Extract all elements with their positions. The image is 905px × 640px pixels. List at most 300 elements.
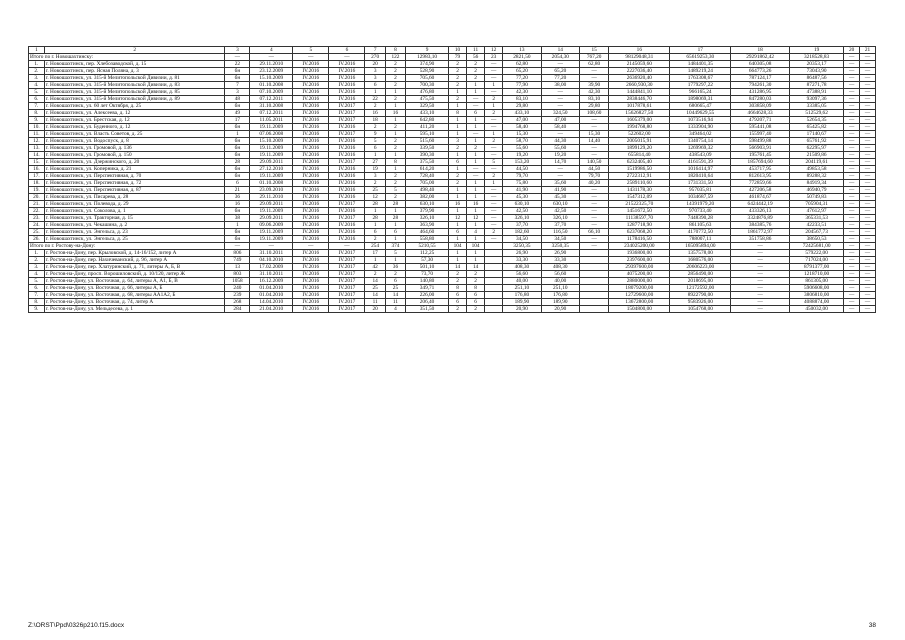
table-cell: 12172592,00 [670,285,731,292]
table-cell: 07.12.2011 [250,110,293,117]
table-cell: IV.2016 [293,278,329,285]
table-cell: — [844,250,860,257]
table-cell: 5. [29,89,45,96]
table-cell: 29.11.2010 [250,194,293,201]
table-row [29,159,876,166]
address-cell: г. Новошахтинск, ул. Водоспуск, д. 8 [44,138,225,145]
table-cell: 2 [449,306,467,313]
table-cell: 1 [449,250,467,257]
table-cell: 861305,00 [790,278,844,285]
table-cell: — [844,271,860,278]
table-cell: 93097,36 [790,96,844,103]
table-row [29,236,876,243]
table-cell: IV.2016 [329,124,365,131]
table-cell: 5 [365,138,385,145]
table-cell: 83,10 [503,96,541,103]
address-cell: г. Новошахтинск, ул. Дзержинского, д. 20 [44,159,225,166]
table-cell: 27 [365,159,385,166]
table-cell: 630,10 [541,201,579,208]
address-cell: г. Новошахтинск, ул. Власть Советов, д. 25 [44,131,225,138]
table-cell: 374,90 [406,61,449,68]
table-cell: — [731,243,790,250]
table-cell: 595,10 [406,131,449,138]
table-cell: 5 [485,159,503,166]
table-cell: 2 [385,124,405,131]
table-cell: 326,10 [406,215,449,222]
table-cell: 1 [449,236,467,243]
table-cell: 8 [449,285,467,292]
table-cell: 6 [385,229,405,236]
table-cell: 36 [225,194,250,201]
table-cell: 464,60 [406,229,449,236]
table-cell: 140,50 [579,159,608,166]
table-cell: — [860,152,876,159]
table-cell: 14 [467,264,485,271]
table-cell: 2 [385,82,405,89]
table-cell: 1333904,90 [670,124,731,131]
column-number: 15 [579,47,608,54]
table-cell: бн [225,68,250,75]
table-cell: — [844,180,860,187]
table-cell: бн [225,173,250,180]
table-row [29,271,876,278]
table-cell: — [731,278,790,285]
table-cell: 09.06.2009 [250,222,293,229]
table-cell: 13. [29,145,45,152]
table-cell: 528,90 [406,68,449,75]
table-cell: 19.11.2009 [250,208,293,215]
address-cell: г. Ростов-на-Дону, ул. Восточная, д. 64, литеры А, А1, Б, В [44,278,225,285]
table-cell: 6 [449,299,467,306]
file-path: Z:\ORST\Ppd\0326p210.f15.docx [28,622,125,629]
address-cell: г. Новошахтинск, ул. Тракторная, д. 15 [44,215,225,222]
table-cell: 49 [225,110,250,117]
table-cell: 2018695,00 [670,278,731,285]
table-cell: 522602,00 [609,131,670,138]
table-cell: — [844,117,860,124]
table-cell: — [844,257,860,264]
table-cell: 22. [29,208,45,215]
table-cell: 1 [467,138,485,145]
table-cell: — [844,103,860,110]
table-cell: 1 [385,257,405,264]
table-cell: 65425,82 [790,124,844,131]
table-cell: IV.2016 [329,152,365,159]
table-cell: 1680576,00 [670,257,731,264]
table-cell: — [293,243,329,250]
table-row [29,166,876,173]
table-cell: 47612,97 [790,208,844,215]
table-cell: — [844,236,860,243]
table-row [29,75,876,82]
table-cell: — [467,103,485,110]
table-row [29,257,876,264]
table-cell: 23 [485,54,503,61]
table-cell: 705,60 [406,75,449,82]
table-cell: IV.2016 [293,75,329,82]
table-cell: 20 [365,306,385,313]
table-cell: бн [225,152,250,159]
table-cell: 26. [29,236,45,243]
table-cell: 379,90 [406,208,449,215]
table-cell: IV.2016 [293,292,329,299]
table-cell: 3324876,89 [731,215,790,222]
table-cell: 2. [29,68,45,75]
table-cell: 42 [365,264,385,271]
table-cell: 01.04.2010 [250,292,293,299]
table-cell: 25 [385,285,405,292]
column-number: 18 [731,47,790,54]
table-cell: 01.10.2008 [250,82,293,89]
table-cell: 772859,66 [731,180,790,187]
table-cell: IV.2017 [329,201,365,208]
table-cell: 1 [467,82,485,89]
table-cell: 07.10.2009 [250,89,293,96]
table-cell: 1 [225,222,250,229]
table-cell: 189,90 [541,299,579,306]
table-cell: 4 [385,306,405,313]
table-cell: 6 [467,110,485,117]
table-cell: — [731,264,790,271]
table-cell: 19.11.2009 [250,173,293,180]
table-cell: 812613,95 [731,173,790,180]
table-cell: — [860,138,876,145]
address-cell: г. Новошахтинск, ул. 60 лет Октября, д. 25 [44,103,225,110]
table-cell: 42,30 [503,89,541,96]
table-cell: 79 [449,54,467,61]
table-cell: 6 [365,145,385,152]
table-cell: IV.2016 [293,110,329,117]
table-cell: 728,40 [406,173,449,180]
table-cell: 07.12.2011 [250,96,293,103]
table-cell: 98129048,31 [609,54,670,61]
table-cell: — [579,243,608,250]
table-cell: 27.12.2010 [250,166,293,173]
table-cell: 17 [365,250,385,257]
address-cell: г. Новошахтинск, ул. 315-й Мелитопольской Дивизии, д. 83 [44,82,225,89]
table-cell: 37,70 [541,222,579,229]
table-cell: IV.2016 [329,187,365,194]
table-cell: 2880000,00 [609,278,670,285]
table-cell: — [860,131,876,138]
table-cell: 7 [225,82,250,89]
table-cell: 73043,90 [790,68,844,75]
address-cell: г. Ростов-на-Дону, ул. Восточная, д. 68, литеры АА1А2, Б [44,292,225,299]
table-cell: 37,70 [503,222,541,229]
table-cell: 56,60 [541,271,579,278]
table-cell: — [225,243,250,250]
table-cell: 47,00 [503,117,541,124]
table-cell: 15626827,50 [609,110,670,117]
table-cell: 365331,53 [790,215,844,222]
table-cell: 2589110,60 [609,180,670,187]
address-cell: г. Новошахтинск, ул. 315-й Мелитопольской Дивизии, д. 89 [44,96,225,103]
table-cell: 705,00 [406,180,449,187]
table-cell: — [844,82,860,89]
table-cell: IV.2017 [329,299,365,306]
table-cell: 11. [29,131,45,138]
table-cell: IV.2017 [329,215,365,222]
table-cell: 2145059,60 [609,61,670,68]
table-cell: 6 [467,292,485,299]
table-cell: 1936800,00 [609,250,670,257]
table-cell: 2 [449,180,467,187]
column-number: 1 [29,47,45,54]
table-cell: 640305,08 [731,61,790,68]
table-cell: 14391979,20 [670,201,731,208]
table-cell: 65,20 [541,68,579,75]
table-cell: 2 [449,271,467,278]
table-cell: 58,40 [541,124,579,131]
table-cell: 155997,40 [731,131,790,138]
table-row [29,145,876,152]
table-cell: 680665,47 [670,103,731,110]
column-number: 5 [293,47,329,54]
table-cell: 3 [365,173,385,180]
table-cell: 803 [225,271,250,278]
table-cell: IV.2016 [293,103,329,110]
address-cell: г. Новошахтинск, ул. Энгельса, д. 23 [44,229,225,236]
table-cell: 6232405,40 [609,159,670,166]
table-cell: 65761,92 [790,138,844,145]
table-cell: 705904,31 [790,201,844,208]
table-cell: 65,20 [503,68,541,75]
table-cell: — [541,96,579,103]
table-cell: 664773,26 [731,68,790,75]
table-cell: 595441,08 [731,124,790,131]
table-cell: — [844,299,860,306]
table-cell: 5210,55 [406,243,449,250]
table-cell [485,271,503,278]
table-cell: 2397600,00 [609,257,670,264]
table-cell: 6 [365,82,385,89]
table-cell: 1431178,30 [609,187,670,194]
table-cell [485,306,503,313]
table-cell: — [731,271,790,278]
table-cell: 2 [449,75,467,82]
table-cell: 40,00 [503,278,541,285]
table-row [29,61,876,68]
address-cell: г. Новошахтинск, ул. Громовой, д. 150 [44,152,225,159]
table-row [29,187,876,194]
table-cell: 38650,53 [790,236,844,243]
table-cell: 1269969,32 [670,145,731,152]
table-cell: 2 [485,229,503,236]
table-cell: — [860,187,876,194]
table-cell: бн [225,229,250,236]
table-row [29,68,876,75]
table-cell: — [844,264,860,271]
table-cell: 16 [365,110,385,117]
table-cell: — [844,89,860,96]
column-number: 21 [860,47,876,54]
table-cell: 1054768,00 [670,306,731,313]
table-cell: 630,10 [406,201,449,208]
table-cell: 2005015,91 [609,138,670,145]
table-cell: бн [225,166,250,173]
table-cell: 787124,17 [731,75,790,82]
table-cell: 408,30 [503,264,541,271]
table-cell: 55,60 [503,145,541,152]
table-cell: 49853,58 [790,166,844,173]
table-cell: — [844,292,860,299]
table-cell: 717024,00 [790,257,844,264]
table-cell: 15.10.2009 [250,75,293,82]
table-cell: 1 [467,194,485,201]
table-cell [579,257,608,264]
table-cell: — [860,243,876,250]
table-cell: — [844,61,860,68]
table-cell: 1820410,64 [670,173,731,180]
table-cell: 1 [385,208,405,215]
table-cell: 512529,62 [790,110,844,117]
table-cell: 1016414,97 [670,166,731,173]
table-cell: — [844,187,860,194]
table-cell: 6424442,19 [731,201,790,208]
table-cell: — [860,278,876,285]
table-cell: 12 [449,215,467,222]
table-cell: 226,00 [406,292,449,299]
table-cell: 07.06.2008 [250,131,293,138]
table-cell: 13 [225,264,250,271]
table-cell: IV.2016 [329,82,365,89]
table-cell: 384385,76 [731,222,790,229]
table-cell: 433326,13 [731,208,790,215]
table-cell: 11 [385,299,405,306]
table-cell: 42233,51 [790,222,844,229]
table-cell: 1 [467,208,485,215]
table-cell: 204567,73 [790,229,844,236]
table-cell: — [844,173,860,180]
address-cell: г. Новошахтинск, ул. Перспективная, д. 72 [44,180,225,187]
table-cell: 28 [365,201,385,208]
table-cell: 1547312,09 [609,194,670,201]
table-cell: IV.2016 [329,194,365,201]
table-cell: 29,80 [503,103,541,110]
table-cell: IV.2016 [293,138,329,145]
table-cell: — [860,166,876,173]
table-cell: — [860,54,876,61]
table-cell: 2856490,00 [670,271,731,278]
table-cell: бн [225,138,250,145]
table-row [29,299,876,306]
table-cell: 1 [225,131,250,138]
address-cell: г. Новошахтинск, ул. Полевода, д. 29 [44,201,225,208]
table-cell: IV.2016 [293,222,329,229]
table-cell: 1484401,35 [670,61,731,68]
table-cell: IV.2016 [293,299,329,306]
table-cell: — [485,236,503,243]
table-cell: 284 [225,306,250,313]
address-cell: г. Ростов-на-Дону, ул. Восточная, д. 66, литеры А, Б [44,285,225,292]
table-cell: 21.04.2010 [250,306,293,313]
table-cell: 1861772,97 [731,229,790,236]
table-cell: 1 [385,103,405,110]
table-cell: IV.2016 [329,89,365,96]
address-cell: г. Новошахтинск, ул. Чекашина, д. 2 [44,222,225,229]
table-cell: — [485,61,503,68]
table-cell: — [485,187,503,194]
table-cell: 14 [365,278,385,285]
table-cell: 4075200,00 [609,271,670,278]
address-cell: г. Новошахтинск, ул. Писарева, д. 28 [44,194,225,201]
table-cell: 48 [225,96,250,103]
table-cell: 3 [365,75,385,82]
table-cell: 35,60 [541,180,579,187]
table-cell: — [485,208,503,215]
table-cell: — [579,236,608,243]
table-cell: 749 [225,257,250,264]
table-cell: — [485,222,503,229]
table-cell: 806 [225,250,250,257]
table-cell: IV.2016 [329,229,365,236]
table-cell: 4170772,50 [670,229,731,236]
table-cell: 11.05.2011 [250,117,293,124]
table-cell: 1 [449,222,467,229]
table-cell: — [579,187,608,194]
table-cell: 303858,09 [731,103,790,110]
table-cell: 58,40 [503,124,541,131]
table-cell: 326,10 [541,215,579,222]
table-cell: 40,20 [579,180,608,187]
table-cell: — [329,243,365,250]
table-cell: 861105,63 [670,222,731,229]
table-cell: 1 [449,257,467,264]
table-cell: 21 [225,187,250,194]
table-cell: — [731,306,790,313]
table-cell: IV.2017 [329,292,365,299]
table-cell: 788007,11 [670,236,731,243]
table-cell: — [860,271,876,278]
table-cell: 77,90 [503,82,541,89]
table-cell: — [860,201,876,208]
table-cell: 17 [225,117,250,124]
table-cell: — [579,117,608,124]
table-row [29,131,876,138]
address-cell: г. Новошахтинск, ул. Громовой, д. 136 [44,145,225,152]
table-cell: — [579,68,608,75]
address-cell: г. Ростов-на-Дону, ул. Мельдесева, д. 1 [44,306,225,313]
table-cell: 2660,930,30 [609,82,670,89]
address-cell: г. Ростов-на-Дону, пер. Хлатуринский, д. 71, литеры А, Б, В [44,264,225,271]
table-cell: 3250,35 [503,243,541,250]
table-cell: 1 [467,89,485,96]
table-cell: — [485,124,503,131]
table-cell: 1 [449,131,467,138]
table-cell: 2 [385,68,405,75]
table-cell: — [579,215,608,222]
table-cell: бн [225,124,250,131]
table-cell: 8 [449,110,467,117]
table-cell: 2 [385,96,405,103]
table-cell: — [860,264,876,271]
table-cell: — [329,54,365,61]
table-cell: — [860,236,876,243]
table-cell: — [579,208,608,215]
table-cell: 165095894,00 [670,243,731,250]
table-cell: 408,30 [541,264,579,271]
table-cell: 1 [449,89,467,96]
table-cell: 206,40 [406,299,449,306]
table-cell: 2. [29,257,45,264]
table-cell: 01.04.2010 [250,285,293,292]
table-cell: IV.2016 [293,306,329,313]
table-cell: 382,00 [406,194,449,201]
table-cell: 498,40 [406,187,449,194]
table-cell: — [844,229,860,236]
table-cell: 326,10 [503,215,541,222]
table-cell: 479207,71 [731,117,790,124]
